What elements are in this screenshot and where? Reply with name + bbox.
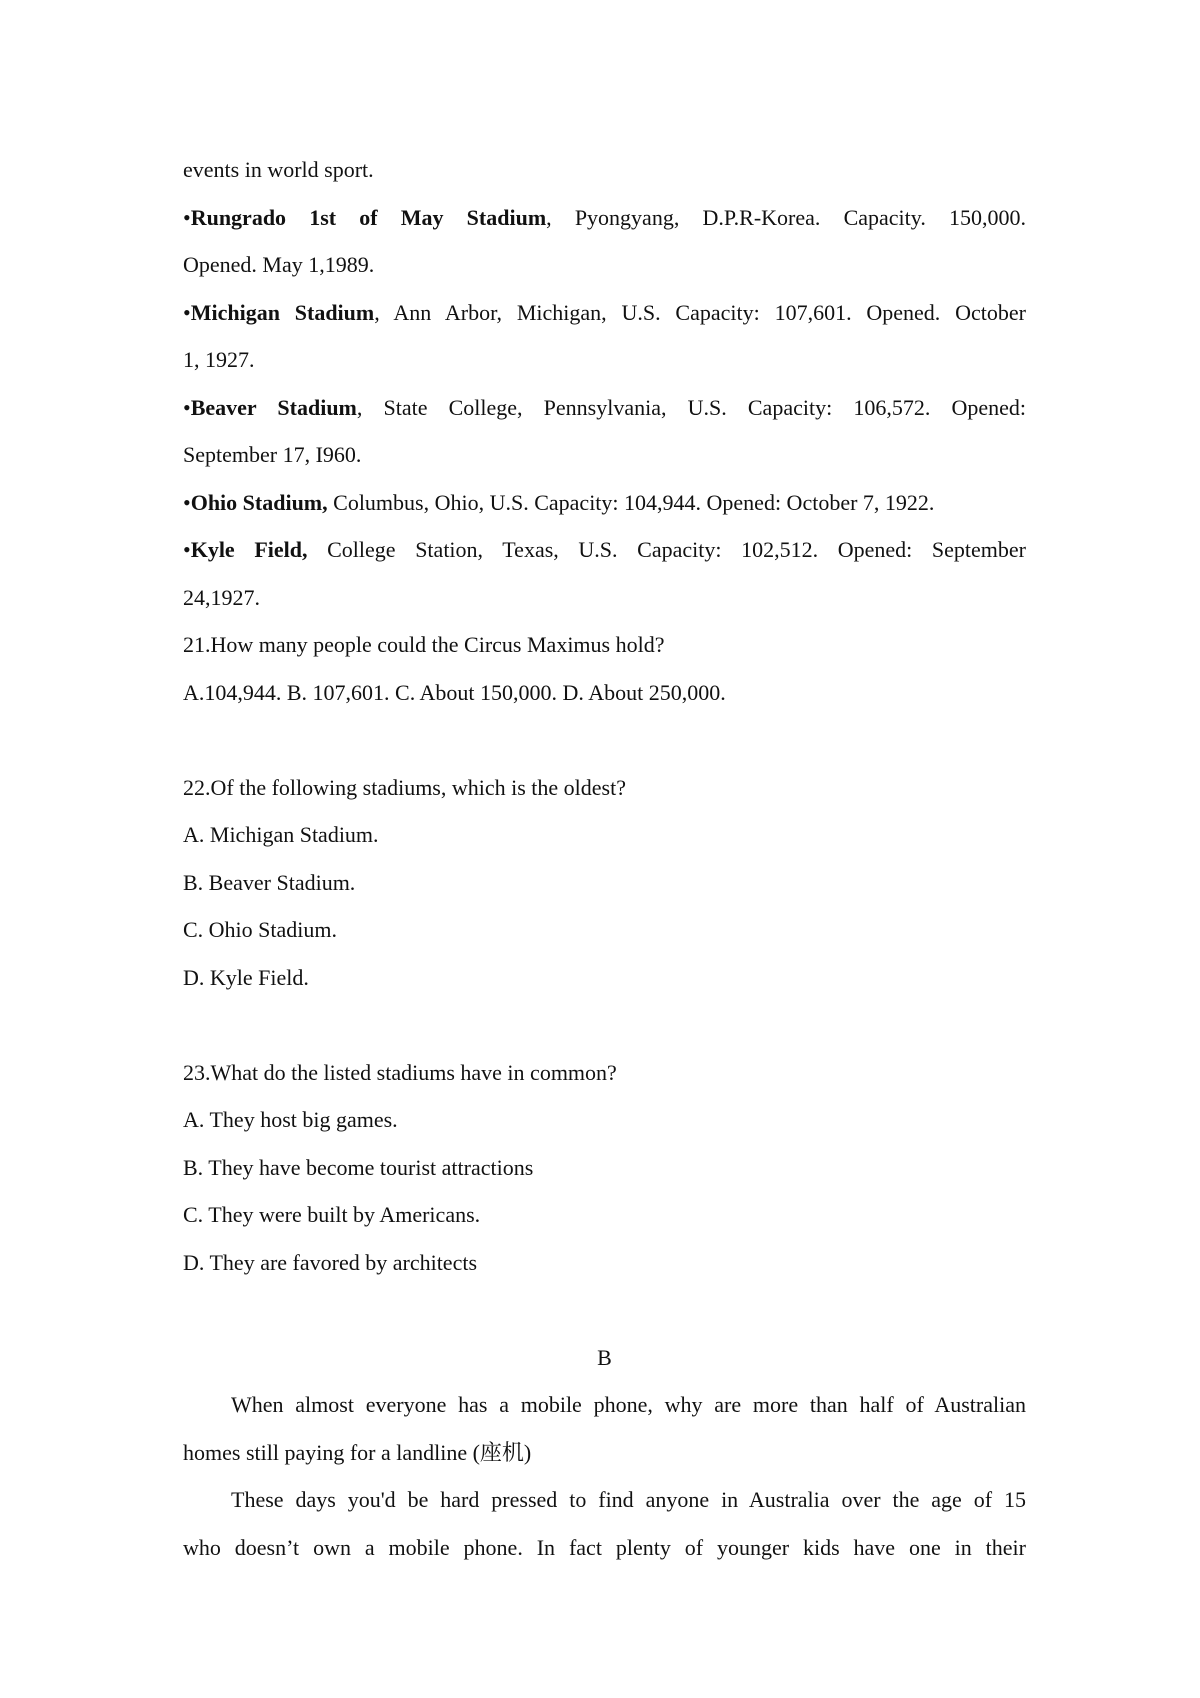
bullet: • [183,204,191,230]
spacer [183,1005,1026,1053]
bullet: • [183,299,191,325]
section-b-paragraph-2-line-1: These days you'd be hard pressed to find anyone in Australia over the age of 15 [231,1487,1026,1512]
bullet: • [183,537,191,562]
bullet: • [183,489,191,515]
spacer [183,720,1026,768]
question-22-option-c: C. Ohio Stadium. [183,917,338,942]
bullet: • [183,394,191,420]
question-23-option-b: B. They have become tourist attractions [183,1154,534,1180]
section-b-heading: B [597,1344,612,1370]
section-b-paragraph-1-line-1: When almost everyone has a mobile phone, why are more than half of Australian [231,1392,1026,1417]
stadium-entry-continuation: September 17, I960. [183,442,362,467]
stadium-details: , State College, Pennsylvania, U.S. Capacity: 106,572. Opened: [356,394,1026,420]
question-23-stem: 23.What do the listed stadiums have in common? [183,1059,617,1085]
question-23-option-d: D. They are favored by architects [183,1249,478,1275]
stadium-entry-continuation: Opened. May 1,1989. [183,252,375,277]
stadium-name: Kyle Field, [190,537,308,562]
stadium-details: College Station, Texas, U.S. Capacity: 102,512. Opened: September [307,537,1026,562]
passage-continuation: events in world sport. [183,157,374,182]
question-23-option-a: A. They host big games. [183,1107,398,1132]
question-22-option-a: A. Michigan Stadium. [183,822,379,847]
stadium-details: , Ann Arbor, Michigan, U.S. Capacity: 107,601. Opened. October [374,299,1026,325]
stadium-entry-rungrado [183,198,1026,246]
stadium-name: Ohio Stadium, [190,489,328,515]
question-22-option-d: D. Kyle Field. [183,964,309,990]
stadium-entry-continuation: 1, 1927. [183,347,255,372]
stadium-details: Columbus, Ohio, U.S. Capacity: 104,944. Opened: October 7, 1922. [327,489,935,515]
question-23-option-c: C. They were built by Americans. [183,1202,481,1227]
section-b-paragraph-2-line-2: who doesn’t own a mobile phone. In fact plenty of younger kids have one in their [183,1534,1026,1560]
spacer [183,1290,1026,1338]
stadium-name: Rungrado 1st of May Stadium [190,204,547,230]
stadium-entry-ohio [183,483,1026,531]
document-page [183,150,1026,1575]
stadium-entry-beaver [183,388,1026,436]
question-22-stem: 22.Of the following stadiums, which is the oldest? [183,774,626,800]
stadium-entry-continuation: 24,1927. [183,584,260,610]
question-21-options: A.104,944. B. 107,601. C. About 150,000. D. About 250,000. [183,679,726,705]
question-22-option-b: B. Beaver Stadium. [183,869,356,895]
stadium-entry-michigan [183,293,1026,341]
stadium-entry-kyle [183,530,1026,578]
question-21-stem: 21.How many people could the Circus Maximus hold? [183,632,665,657]
stadium-name: Beaver Stadium [190,394,357,420]
stadium-details: , Pyongyang, D.P.R-Korea. Capacity. 150,000. [546,204,1026,230]
stadium-name: Michigan Stadium [190,299,375,325]
section-b-paragraph-1-line-2: homes still paying for a landline (座机) [183,1439,532,1465]
